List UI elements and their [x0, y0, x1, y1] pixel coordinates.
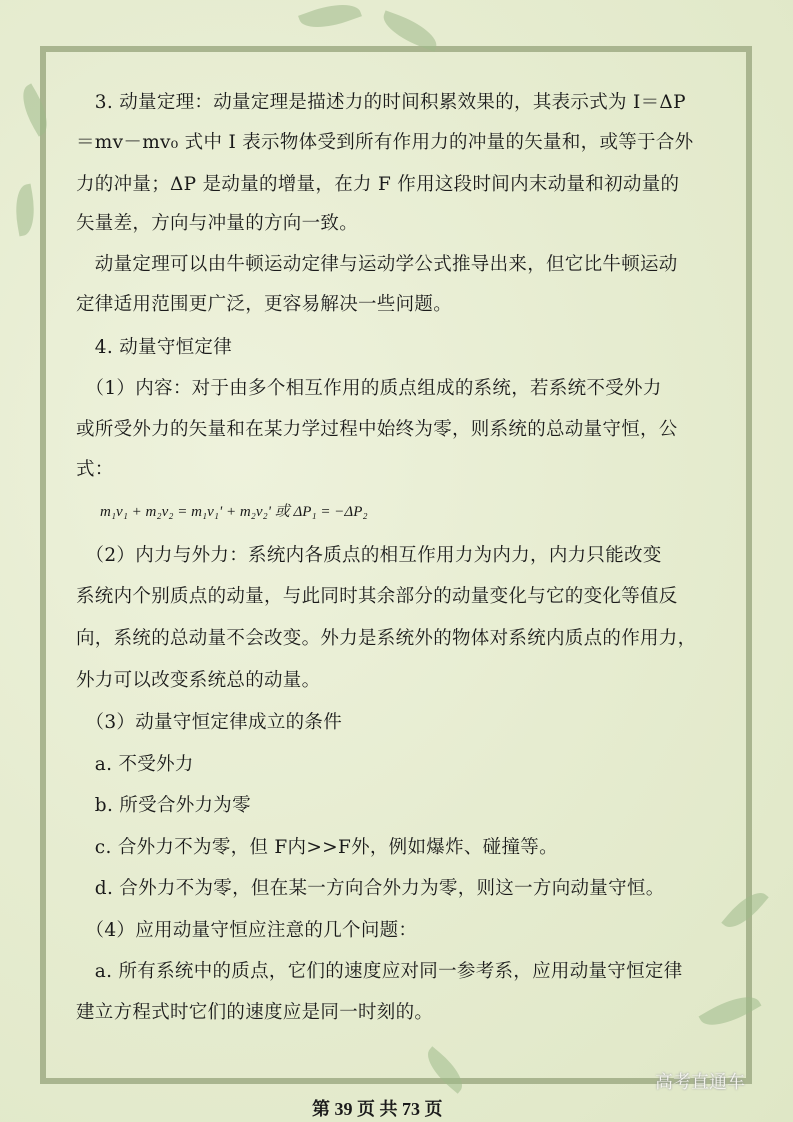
text-line: 外力可以改变系统总的动量。 [76, 670, 321, 691]
text-line: （1）内容：对于由多个相互作用的质点组成的系统，若系统不受外力 [76, 378, 662, 399]
leaf-decoration [298, 0, 362, 37]
text-line: d. 合外力不为零，但在某一方向合外力为零，则这一方向动量守恒。 [76, 878, 665, 899]
leaf-decoration [11, 184, 39, 237]
text-line: 建立方程式时它们的速度应是同一时刻的。 [76, 1002, 434, 1023]
text-line: （2）内力与外力：系统内各质点的相互作用力为内力，内力只能改变 [76, 545, 662, 566]
text-line: （4）应用动量守恒应注意的几个问题： [76, 920, 418, 941]
text-line: 向，系统的总动量不会改变。外力是系统外的物体对系统内质点的作用力， [76, 628, 697, 649]
text-line: 3. 动量定理：动量定理是描述力的时间积累效果的，其表示式为 I＝ΔP [76, 92, 686, 113]
text-line: 定律适用范围更广泛，更容易解决一些问题。 [76, 294, 453, 315]
text-line: 式： [76, 459, 114, 480]
text-line: b. 所受合外力为零 [76, 795, 251, 816]
text-line: a. 所有系统中的质点，它们的速度应对同一参考系，应用动量守恒定律 [76, 961, 683, 982]
text-line: a. 不受外力 [76, 754, 194, 775]
text-line: c. 合外力不为零，但 F内>>F外，例如爆炸、碰撞等。 [76, 837, 558, 858]
text-line: 力的冲量；ΔP 是动量的增量，在力 F 作用这段时间内末动量和初动量的 [76, 174, 680, 195]
text-line: 系统内个别质点的动量，与此同时其余部分的动量变化与它的变化等值反 [76, 586, 678, 607]
page-number: 第 39 页 共 73 页 [312, 1099, 443, 1119]
text-line: 动量定理可以由牛顿运动定律与运动学公式推导出来，但它比牛顿运动 [76, 254, 678, 275]
text-line: 或所受外力的矢量和在某力学过程中始终为零，则系统的总动量守恒，公 [76, 419, 678, 440]
section-heading: 4. 动量守恒定律 [76, 337, 233, 358]
text-line: 矢量差，方向与冲量的方向一致。 [76, 213, 359, 234]
momentum-formula: m₁v₁ + m₂v₂ = m₁v₁' + m₂v₂' 或 ΔP₁ = −ΔP₂ [100, 504, 368, 520]
watermark: 高考直通车 [655, 1072, 745, 1093]
text-line: ＝mv－mv₀ 式中 I 表示物体受到所有作用力的冲量的矢量和，或等于合外 [76, 132, 694, 153]
text-line: （3）动量守恒定律成立的条件 [76, 712, 343, 733]
